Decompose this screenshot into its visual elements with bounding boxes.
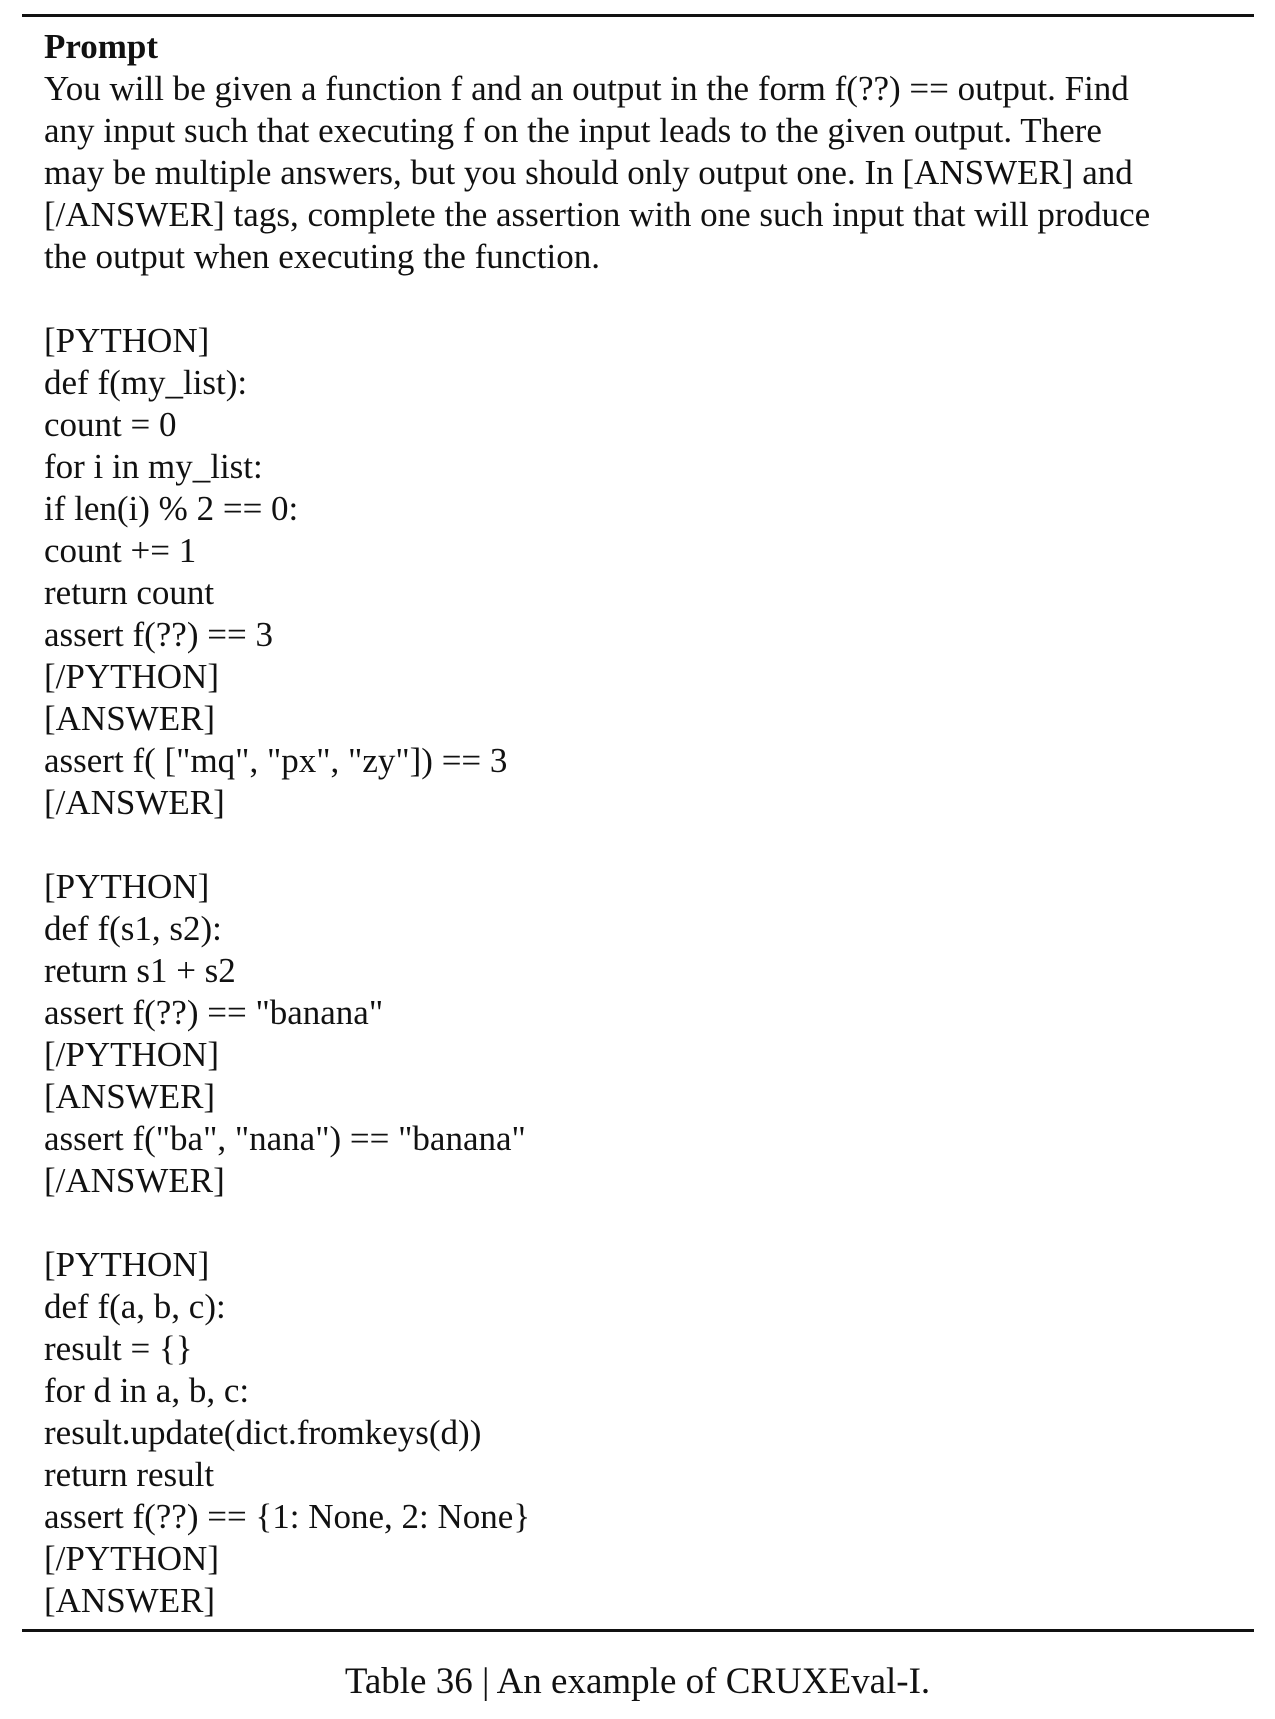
code-line: [ANSWER] (44, 1077, 216, 1116)
instruction-line: any input such that executing f on the input leads to the given output. There (44, 111, 1102, 150)
code-line: for d in a, b, c: (44, 1371, 250, 1410)
prompt-heading: Prompt (44, 27, 159, 66)
instruction-line: [/ANSWER] tags, complete the assertion with one such input that will produce (44, 195, 1151, 234)
code-line: count += 1 (44, 531, 197, 570)
code-line: def f(s1, s2): (44, 909, 222, 948)
table-caption: Table 36 | An example of CRUXEval-I. (344, 1661, 931, 1702)
code-line: [/ANSWER] (44, 1161, 225, 1200)
code-line: assert f("ba", "nana") == "banana" (44, 1119, 526, 1158)
spacer (44, 278, 1240, 320)
code-line: assert f( ["mq", "px", "zy"]) == 3 (44, 741, 508, 780)
instruction-line: may be multiple answers, but you should only output one. In [ANSWER] and (44, 153, 1133, 192)
code-line: [PYTHON] (44, 1245, 210, 1284)
code-line: return result (44, 1455, 215, 1494)
code-line: for i in my_list: (44, 447, 263, 486)
code-line: return s1 + s2 (44, 951, 236, 990)
code-line: [PYTHON] (44, 321, 210, 360)
code-line: [/PYTHON] (44, 657, 219, 696)
code-line: [/ANSWER] (44, 783, 225, 822)
code-line: [PYTHON] (44, 867, 210, 906)
code-line: count = 0 (44, 405, 177, 444)
example-1 (44, 320, 1240, 824)
instruction-line: the output when executing the function. (44, 237, 600, 276)
example-2 (44, 866, 1240, 1202)
bottom-rule (22, 1629, 1254, 1632)
code-line: if len(i) % 2 == 0: (44, 489, 299, 528)
instruction-line: You will be given a function f and an output in the form f(??) == output. Find (44, 69, 1129, 108)
code-line: def f(a, b, c): (44, 1287, 226, 1326)
example-3 (44, 1244, 1240, 1622)
code-line: assert f(??) == {1: None, 2: None} (44, 1497, 531, 1536)
spacer (44, 824, 1240, 866)
top-rule (22, 14, 1254, 17)
code-line: result = {} (44, 1329, 193, 1368)
code-line: return count (44, 573, 215, 612)
code-line: result.update(dict.fromkeys(d)) (44, 1413, 482, 1452)
code-line: def f(my_list): (44, 363, 248, 402)
spacer (44, 1202, 1240, 1244)
prompt-box (44, 26, 1240, 1622)
code-line: [/PYTHON] (44, 1539, 219, 1578)
code-line: assert f(??) == 3 (44, 615, 273, 654)
code-line: [/PYTHON] (44, 1035, 219, 1074)
prompt-instructions (44, 68, 1240, 278)
code-line: [ANSWER] (44, 1581, 216, 1620)
code-line: assert f(??) == "banana" (44, 993, 384, 1032)
code-line: [ANSWER] (44, 699, 216, 738)
